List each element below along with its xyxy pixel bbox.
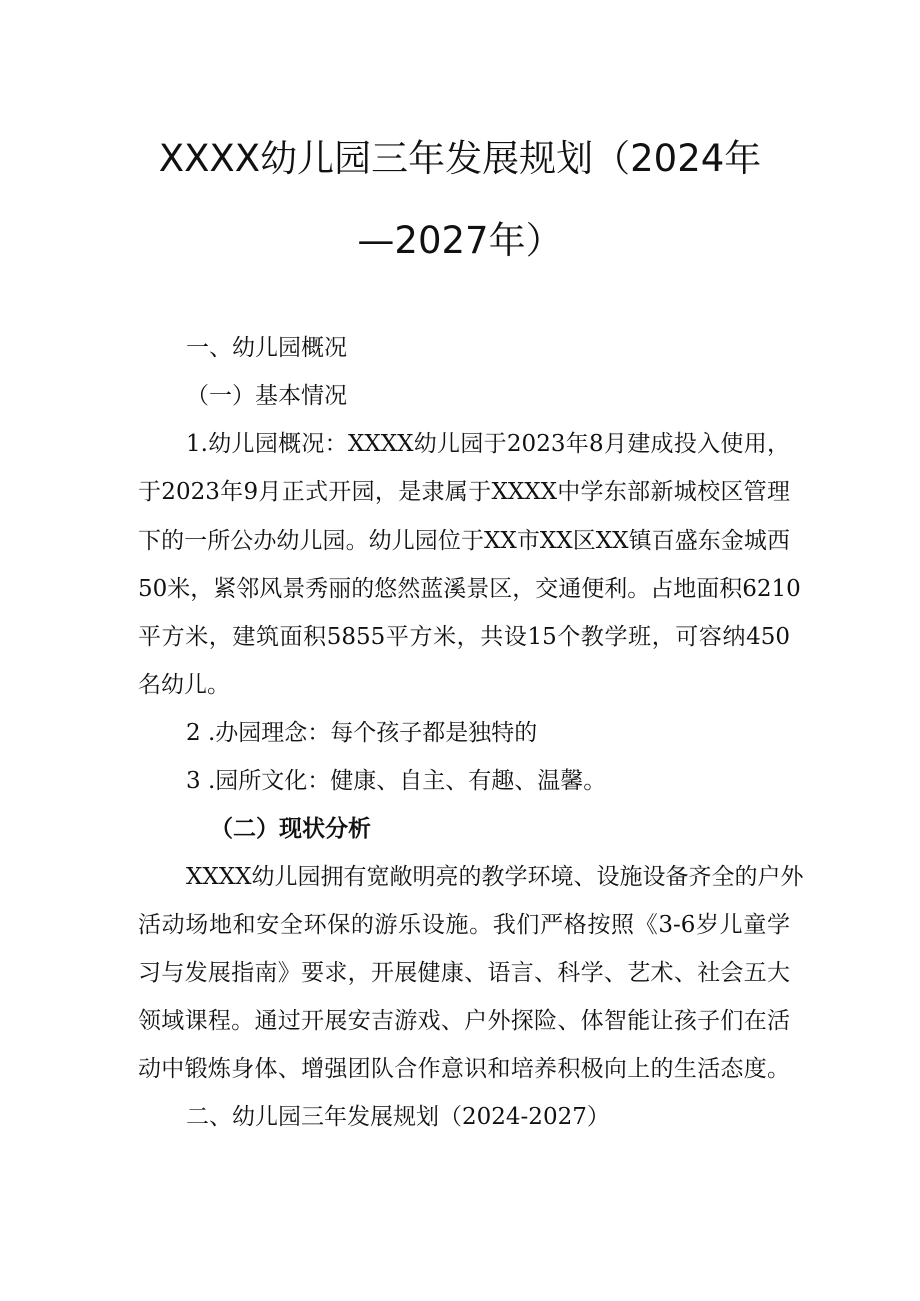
paragraph-culture: 3 .园所文化：健康、自主、有趣、温馨。 (186, 768, 607, 794)
paragraph-line: 习与发展指南》要求，开展健康、语言、科学、艺术、社会五大 (138, 960, 790, 986)
section-heading-development-plan: 二、幼儿园三年发展规划（2024-2027） (186, 1104, 610, 1130)
paragraph-line: 领域课程。通过开展安吉游戏、户外探险、体智能让孩子们在活 (138, 1008, 790, 1034)
subsection-heading-status-analysis: （二）现状分析 (210, 815, 371, 842)
paragraph-line: 名幼儿。 (138, 672, 230, 698)
subsection-heading-basic-info: （一）基本情况 (186, 383, 347, 409)
paragraph-line: 活动场地和安全环保的游乐设施。我们严格按照《3-6岁儿童学 (138, 912, 790, 938)
paragraph-line: 平方米，建筑面积5855平方米，共设15个教学班，可容纳450 (138, 624, 790, 650)
document-title-line-2: —2027年） (357, 219, 563, 262)
section-heading-overview: 一、幼儿园概况 (186, 335, 347, 361)
paragraph-line: 动中锻炼身体、增强团队合作意识和培养积极向上的生活态度。 (138, 1056, 790, 1082)
paragraph-line: 于2023年9月正式开园，是隶属于XXXX中学东部新城校区管理 (138, 479, 790, 505)
paragraph-line: 50米，紧邻风景秀丽的悠然蓝溪景区，交通便利。占地面积6210 (138, 576, 801, 602)
document-title-line-1: XXXX幼儿园三年发展规划（2024年 (158, 137, 762, 180)
paragraph-line: 1.幼儿园概况：XXXX幼儿园于2023年8月建成投入使用， (186, 431, 790, 457)
paragraph-line: 下的一所公办幼儿园。幼儿园位于XX市XX区XX镇百盛东金城西 (138, 528, 790, 554)
paragraph-line: XXXX幼儿园拥有宽敞明亮的教学环境、设施设备齐全的户外 (186, 864, 804, 890)
paragraph-philosophy: 2 .办园理念：每个孩子都是独特的 (186, 720, 538, 746)
